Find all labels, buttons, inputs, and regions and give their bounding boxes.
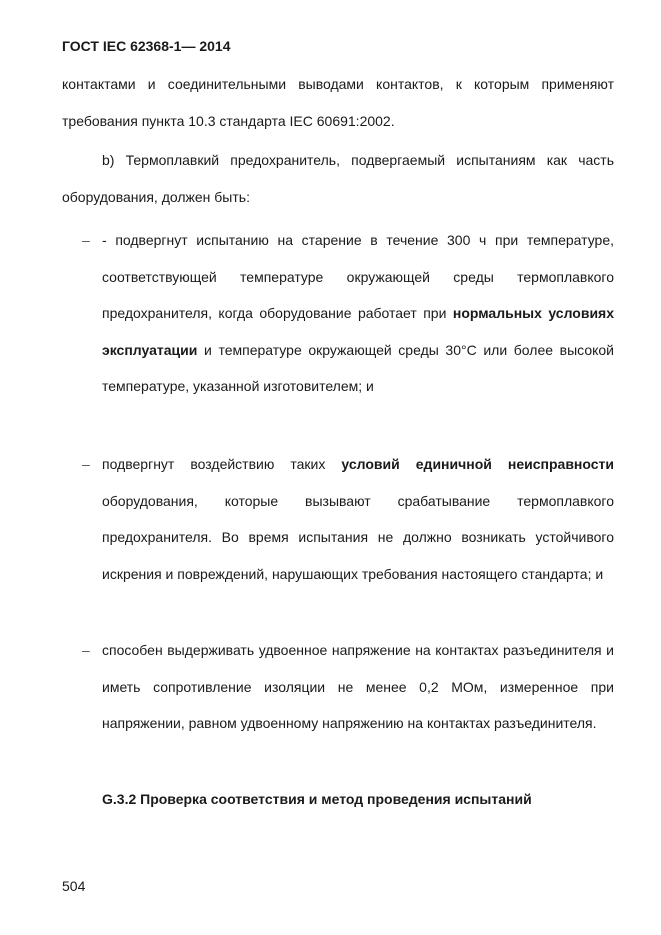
paragraph-continuation: контактами и соединительными выводами контактов, к которым применяют требования пункта 10.3 стандарта IEC 60691:2002. — [62, 76, 614, 129]
list-item — [62, 222, 614, 405]
dash-bullet: – — [82, 232, 90, 248]
list-item-text: - подвергнут испытанию на старение в течение 300 ч при температуре, соответствующей температуре окружающей среды термоплавкого предохранителя, когда оборудование работает при — [102, 232, 614, 321]
list-item-text-tail: и температуре окружающей среды 30°C или более высокой температуре, указанной изготовителем; и — [102, 341, 614, 394]
page-number: 504 — [62, 878, 86, 894]
list-item-text: способен выдерживать удвоенное напряжение на контактах разъединителя и иметь сопротивление изоляции не менее 0,2 МОм, измеренное при напряжении, равном удвоенному напряжению на контактах разъединителя. — [102, 642, 614, 731]
section-heading: G.3.2 Проверка соответствия и метод проведения испытаний — [102, 791, 532, 807]
list-item-text-tail: оборудования, которые вызывают срабатывание термоплавкого предохранителя. Во время испытания не должно возникать устойчивого искрения и повреждений, нарушающих требования настоящего стандарта; и — [102, 492, 614, 582]
list-item — [62, 632, 614, 742]
list-item — [62, 446, 614, 592]
dash-bullet: – — [82, 456, 90, 472]
list-item-bold-term: нормальных условиях эксплуатации — [102, 305, 615, 358]
document-header: ГОСТ IEC 62368-1— 2014 — [62, 38, 231, 54]
list-item-bold-term: условий единичной неисправности — [341, 456, 615, 472]
paragraph-b: b) Термоплавкий предохранитель, подвергаемый испытаниям как часть оборудования, должен быть: — [62, 152, 614, 205]
list-item-text: подвергнут воздействию таких — [102, 456, 342, 472]
dash-bullet: – — [82, 642, 90, 658]
